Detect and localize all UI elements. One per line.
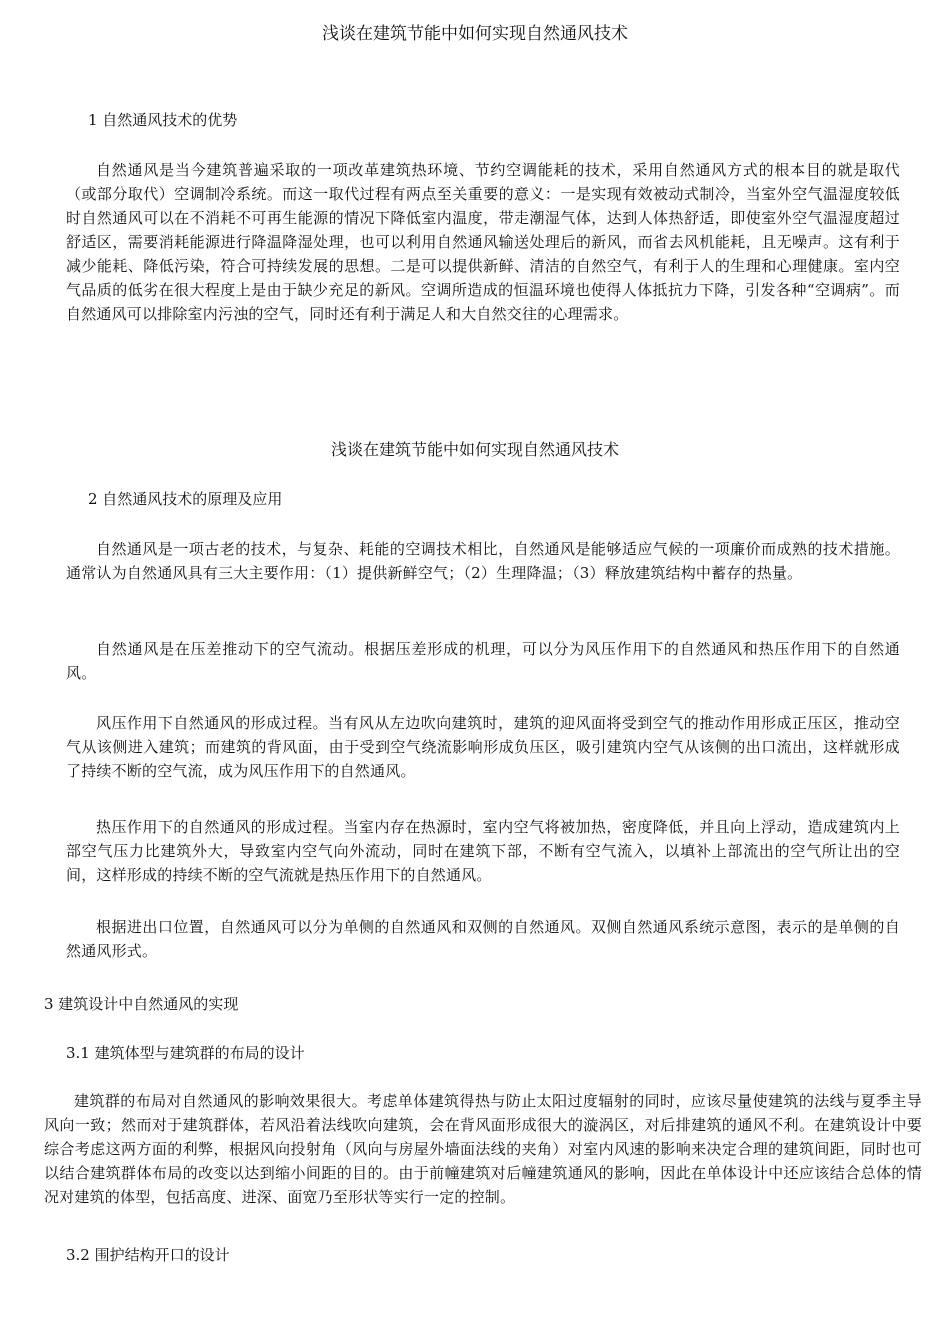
repeat-title: 浅谈在建筑节能中如何实现自然通风技术 xyxy=(330,440,619,459)
section-3-1-heading: 3.1 建筑体型与建筑群的布局的设计 xyxy=(66,1044,305,1062)
section-2-heading: 2 自然通风技术的原理及应用 xyxy=(88,490,283,508)
section-3-2-heading: 3.2 围护结构开口的设计 xyxy=(66,1246,230,1264)
document-title: 浅谈在建筑节能中如何实现自然通风技术 xyxy=(322,24,628,44)
section-2-paragraph-1: 自然通风是一项古老的技术，与复杂、耗能的空调技术相比，自然通风是能够适应气候的一项廉价而成熟的技术措施。通常认为自然通风具有三大主要作用：（1）提供新鲜空气；（2）生理降温；（3）释放建筑结构中蓄存的热量。 xyxy=(66,540,900,582)
section-2-paragraph-5: 根据进出口位置，自然通风可以分为单侧的自然通风和双侧的自然通风。双侧自然通风系统示意图，表示的是单侧的自然通风形式。 xyxy=(66,918,900,960)
section-3-heading: 3 建筑设计中自然通风的实现 xyxy=(44,995,239,1013)
section-1-paragraph: 自然通风是当今建筑普遍采取的一项改革建筑热环境、节约空调能耗的技术，采用自然通风方式的根本目的就是取代（或部分取代）空调制冷系统。而这一取代过程有两点至关重要的意义：一是实现有效被动式制冷，当室外空气温湿度较低时自然通风可以在不消耗不可再生能源的情况下降低室内温度，带走潮湿气体，达到人体热舒适，即使室外空气温湿度超过舒适区，需要消耗能源进行降温降湿处理，也可以利用自然通风输送处理后的新风，而省去风机能耗，且无噪声。这有利于减少能耗、降低污染，符合可持续发展的思想。二是可以提供新鲜、清洁的自然空气，有利于人的生理和心理健康。室内空气品质的低劣在很大程度上是由于缺少充足的新风。空调所造成的恒温环境也使得人体抵抗力下降，引发各种“空调病”。而自然通风可以排除室内污浊的空气，同时还有利于满足人和大自然交往的心理需求。 xyxy=(66,161,900,323)
section-2-paragraph-2: 自然通风是在压差推动下的空气流动。根据压差形成的机理，可以分为风压作用下的自然通风和热压作用下的自然通风。 xyxy=(66,640,900,682)
section-1-heading: 1 自然通风技术的优势 xyxy=(88,111,238,129)
section-2-paragraph-3: 风压作用下自然通风的形成过程。当有风从左边吹向建筑时，建筑的迎风面将受到空气的推动作用形成正压区，推动空气从该侧进入建筑；而建筑的背风面，由于受到空气绕流影响形成负压区，吸引建筑内空气从该侧的出口流出，这样就形成了持续不断的空气流，成为风压作用下的自然通风。 xyxy=(66,714,900,780)
section-2-paragraph-4: 热压作用下的自然通风的形成过程。当室内存在热源时，室内空气将被加热，密度降低，并且向上浮动，造成建筑内上部空气压力比建筑外大，导致室内空气向外流动，同时在建筑下部，不断有空气流入，以填补上部流出的空气所让出的空间，这样形成的持续不断的空气流就是热压作用下的自然通风。 xyxy=(66,818,900,884)
section-3-1-paragraph: 建筑群的布局对自然通风的影响效果很大。考虑单体建筑得热与防止太阳过度辐射的同时，应该尽量使建筑的法线与夏季主导风向一致；然而对于建筑群体，若风沿着法线吹向建筑，会在背风面形成很大的漩涡区，对后排建筑的通风不利。在建筑设计中要综合考虑这两方面的利弊，根据风向投射角（风向与房屋外墙面法线的夹角）对室内风速的影响来决定合理的建筑间距，同时也可以结合建筑群体布局的改变以达到缩小间距的目的。由于前幢建筑对后幢建筑通风的影响，因此在单体设计中还应该结合总体的情况对建筑的体型，包括高度、进深、面宽乃至形状等实行一定的控制。 xyxy=(44,1092,922,1206)
